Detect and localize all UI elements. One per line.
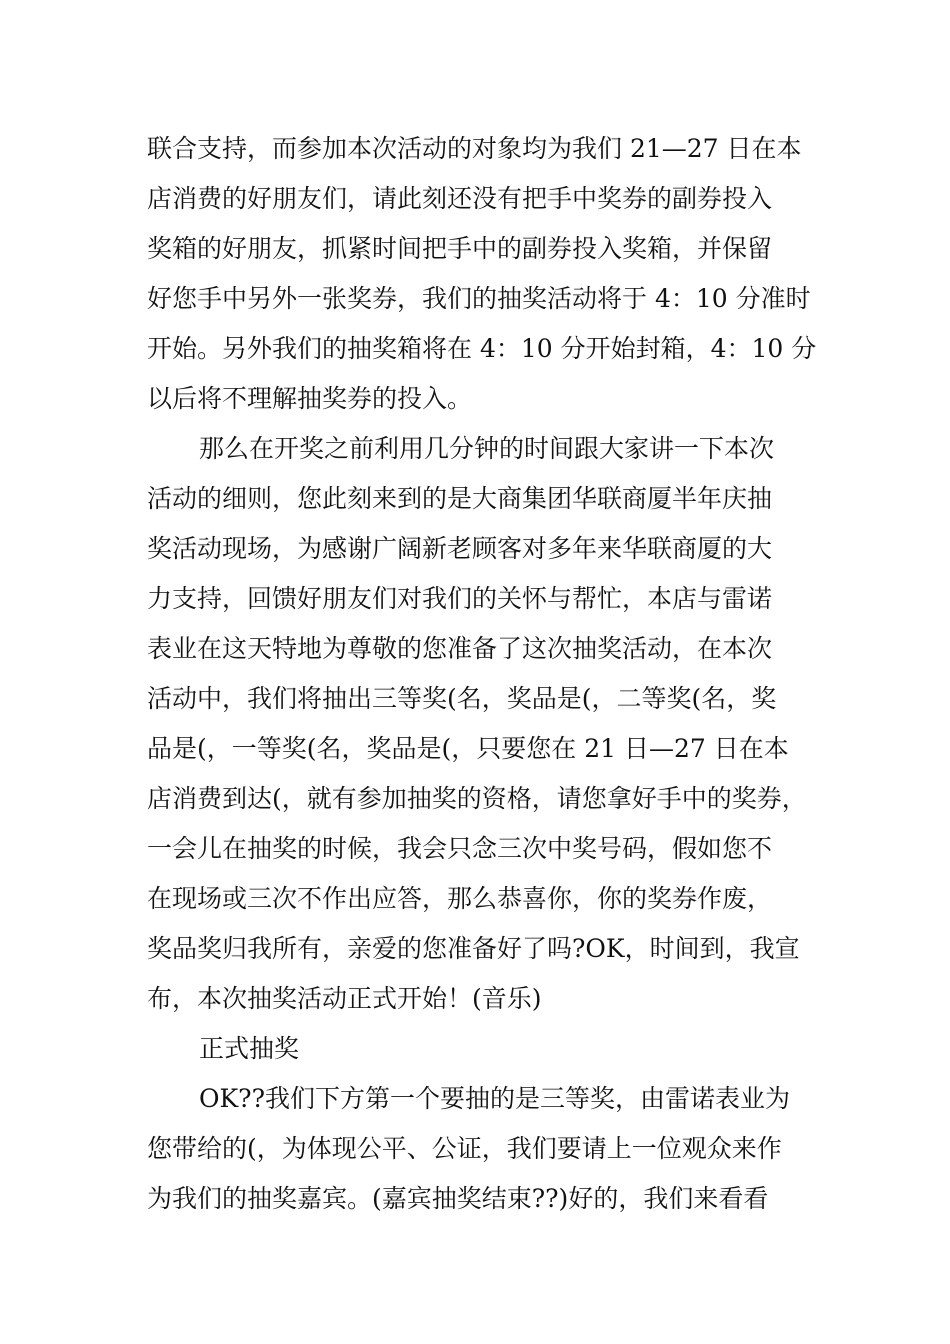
text-line: 奖活动现场，为感谢广阔新老顾客对多年来华联商厦的大 [147,534,773,563]
text-line: 奖箱的好朋友，抓紧时间把手中的副券投入奖箱，并保留 [147,234,773,263]
text-line: 表业在这天特地为尊敬的您准备了这次抽奖活动，在本次 [147,634,773,663]
text-line: 好您手中另外一张奖券，我们的抽奖活动将于 4：10 分准时 [147,284,811,313]
paragraph-4 [147,1074,817,1224]
text-line: 店消费到达(，就有参加抽奖的资格，请您拿好手中的奖券， [147,784,807,813]
document-body [147,124,817,1224]
text-line-first: OK??我们下方第一个要抽的是三等奖，由雷诺表业为 [199,1084,790,1113]
text-line: 力支持，回馈好朋友们对我们的关怀与帮忙，本店与雷诺 [147,584,773,613]
text-line: 开始。另外我们的抽奖箱将在 4：10 分开始封箱，4：10 分 [147,334,817,363]
text-line-first: 那么在开奖之前利用几分钟的时间跟大家讲一下本次 [199,434,775,463]
text-line: 品是(，一等奖(名，奖品是(，只要您在 21 日—27 日在本 [147,734,789,763]
text-line: 店消费的好朋友们，请此刻还没有把手中奖券的副券投入 [147,184,773,213]
text-line: 以后将不理解抽奖券的投入。 [147,384,473,413]
text-line: 在现场或三次不作出应答，那么恭喜你，你的奖券作废， [147,884,773,913]
text-line: 您带给的(，为体现公平、公证，我们要请上一位观众来作 [147,1134,782,1163]
text-line: 奖品奖归我所有，亲爱的您准备好了吗?OK，时间到，我宣 [147,934,800,963]
text-line: 活动中，我们将抽出三等奖(名，奖品是(，二等奖(名，奖 [147,684,777,713]
text-line: 为我们的抽奖嘉宾。(嘉宾抽奖结束??)好的，我们来看看 [147,1184,769,1213]
paragraph-3 [147,1024,817,1074]
text-line: 一会儿在抽奖的时候，我会只念三次中奖号码，假如您不 [147,834,773,863]
text-line: 联合支持，而参加本次活动的对象均为我们 21—27 日在本 [147,134,802,163]
paragraph-1 [147,124,817,424]
text-line: 活动的细则，您此刻来到的是大商集团华联商厦半年庆抽 [147,484,773,513]
text-line: 布，本次抽奖活动正式开始！(音乐) [147,984,542,1013]
section-heading: 正式抽奖 [199,1034,300,1063]
paragraph-2 [147,424,817,1024]
